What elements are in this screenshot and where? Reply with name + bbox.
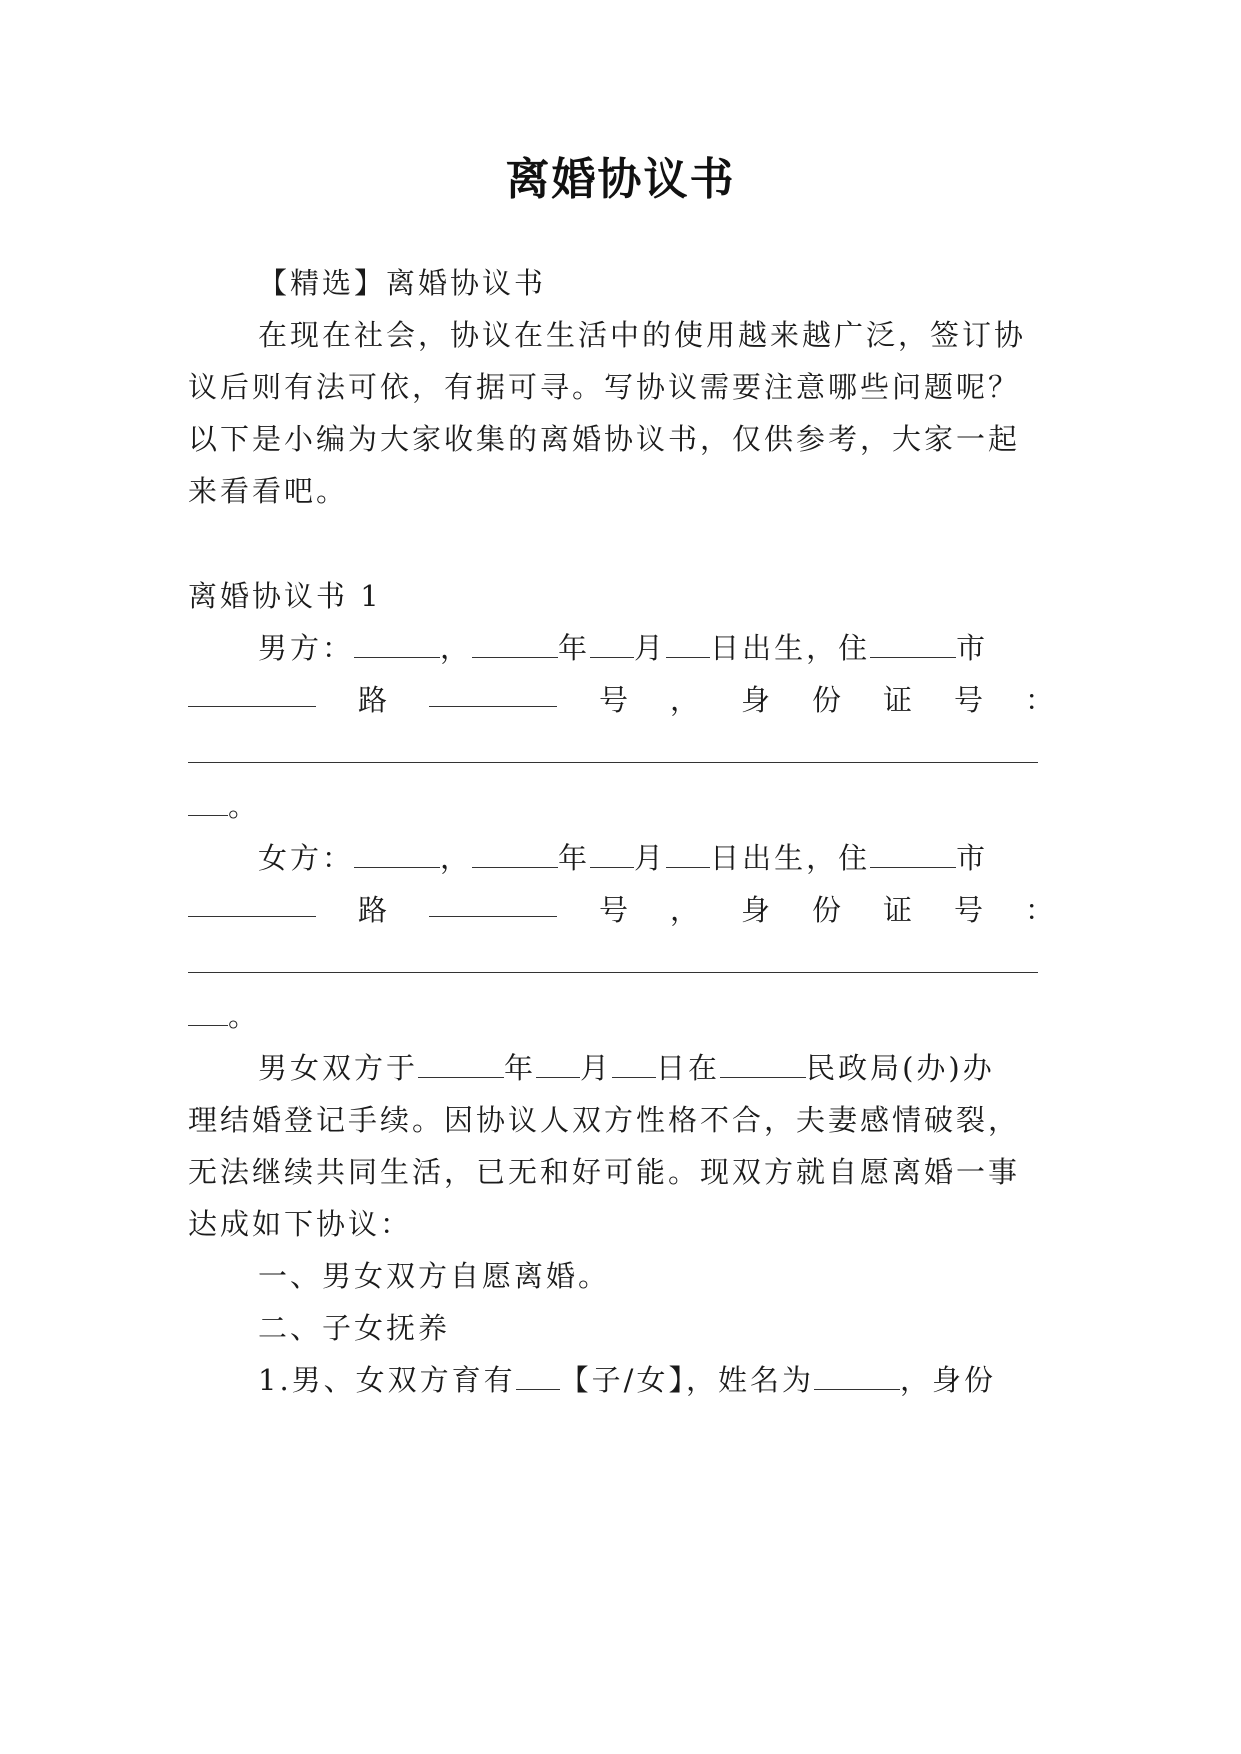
male-birth-year-blank[interactable] — [472, 631, 558, 658]
female-id-char-5: ： — [1024, 893, 1054, 927]
male-end-period: 。 — [228, 789, 261, 823]
clause-2-item-1-end: ，身份 — [899, 1363, 996, 1397]
marriage-line-2: 理结婚登记手续。因协议人双方性格不合，夫妻感情破裂， — [188, 1103, 1021, 1137]
marriage-month-blank[interactable] — [536, 1051, 580, 1078]
section-heading: 离婚协议书 1 — [188, 579, 382, 613]
clause-2-heading: 二、子女抚养 — [258, 1311, 451, 1345]
marriage-start: 男女双方于 — [258, 1051, 419, 1085]
male-id-blank[interactable] — [188, 762, 1038, 763]
clause-2-item-1-start: 1.男、女双方育有 — [258, 1363, 516, 1397]
document-title: 离婚协议书 — [505, 154, 736, 205]
male-id-char-2: 份 — [811, 683, 841, 717]
intro-line-3: 以下是小编为大家收集的离婚协议书，仅供参考，大家一起 — [188, 422, 1021, 456]
child-count-blank[interactable] — [516, 1363, 560, 1390]
male-id-blank-tail[interactable] — [188, 789, 228, 816]
marriage-day-label: 日在 — [656, 1051, 721, 1085]
male-id-end-line — [188, 786, 1054, 826]
marriage-year-label: 年 — [504, 1051, 537, 1085]
male-year-label: 年 — [558, 631, 591, 665]
male-comma: ， — [440, 631, 473, 665]
female-address-line — [188, 890, 1054, 930]
male-party-line — [188, 628, 1054, 668]
marriage-bureau-blank[interactable] — [720, 1051, 806, 1078]
male-name-blank[interactable] — [354, 631, 440, 658]
clause-2-item-1 — [188, 1360, 1054, 1400]
male-address-line — [188, 680, 1054, 720]
male-number-label: 号 — [598, 683, 628, 717]
female-road-label: 路 — [357, 893, 387, 927]
female-road-blank[interactable] — [188, 890, 316, 917]
female-name-blank[interactable] — [354, 841, 440, 868]
intro-line-4: 来看看吧。 — [188, 474, 349, 508]
marriage-month-label: 月 — [580, 1051, 613, 1085]
female-birth-day-blank[interactable] — [666, 841, 710, 868]
female-id-blank-tail[interactable] — [188, 999, 228, 1026]
female-birth-month-blank[interactable] — [590, 841, 634, 868]
female-end-period: 。 — [228, 999, 261, 1033]
female-month-label: 月 — [634, 841, 667, 875]
marriage-bureau-label: 民政局(办)办 — [806, 1051, 995, 1085]
female-party-line — [188, 838, 1054, 878]
marriage-day-blank[interactable] — [612, 1051, 656, 1078]
intro-line-2: 议后则有法可依，有据可寻。写协议需要注意哪些问题呢？ — [188, 370, 1021, 404]
male-comma-2: ， — [669, 683, 699, 717]
female-birth-year-blank[interactable] — [472, 841, 558, 868]
male-road-label: 路 — [357, 683, 387, 717]
female-id-char-2: 份 — [811, 893, 841, 927]
female-born-label: 日出生，住 — [710, 841, 871, 875]
female-city-label: 市 — [956, 841, 989, 875]
female-year-label: 年 — [558, 841, 591, 875]
male-id-char-4: 号 — [953, 683, 983, 717]
male-id-char-1: 身 — [740, 683, 770, 717]
male-city-label: 市 — [956, 631, 989, 665]
female-comma-2: ， — [669, 893, 699, 927]
intro-line-1: 在现在社会，协议在生活中的使用越来越广泛，签订协 — [258, 318, 1027, 352]
female-id-end-line — [188, 996, 1054, 1036]
male-id-char-5: ： — [1024, 683, 1054, 717]
female-id-char-1: 身 — [740, 893, 770, 927]
clause-1: 一、男女双方自愿离婚。 — [258, 1259, 611, 1293]
marriage-line-3: 无法继续共同生活，已无和好可能。现双方就自愿离婚一事 — [188, 1155, 1021, 1189]
male-birth-day-blank[interactable] — [666, 631, 710, 658]
female-comma: ， — [440, 841, 473, 875]
male-birth-month-blank[interactable] — [590, 631, 634, 658]
child-name-blank[interactable] — [814, 1363, 900, 1390]
male-road-blank[interactable] — [188, 680, 316, 707]
female-id-char-3: 证 — [882, 893, 912, 927]
female-city-blank[interactable] — [870, 841, 956, 868]
male-city-blank[interactable] — [870, 631, 956, 658]
male-born-label: 日出生，住 — [710, 631, 871, 665]
male-id-char-3: 证 — [882, 683, 912, 717]
male-label: 男方： — [258, 631, 355, 665]
female-id-blank[interactable] — [188, 972, 1038, 973]
document-subtitle: 【精选】离婚协议书 — [258, 266, 547, 300]
clause-2-item-1-child: 【子/女】，姓名为 — [559, 1363, 814, 1397]
female-number-label: 号 — [598, 893, 628, 927]
marriage-year-blank[interactable] — [418, 1051, 504, 1078]
male-number-blank[interactable] — [429, 680, 557, 707]
female-number-blank[interactable] — [429, 890, 557, 917]
female-id-char-4: 号 — [953, 893, 983, 927]
marriage-line-1 — [188, 1048, 1054, 1088]
female-label: 女方： — [258, 841, 355, 875]
male-month-label: 月 — [634, 631, 667, 665]
marriage-line-4: 达成如下协议： — [188, 1207, 413, 1241]
